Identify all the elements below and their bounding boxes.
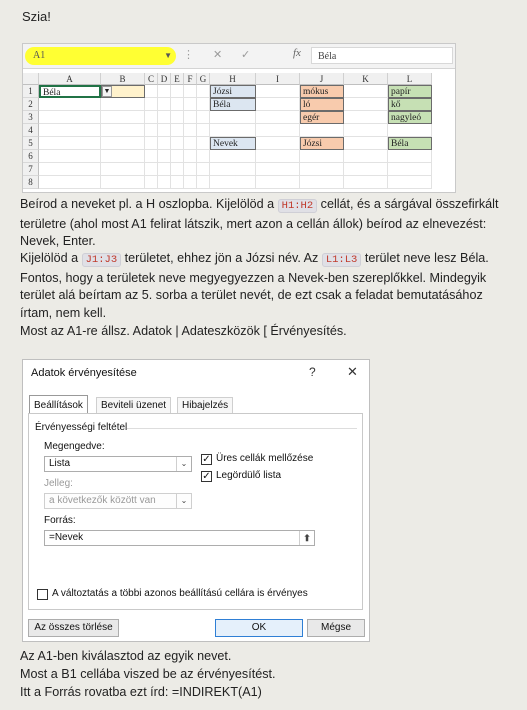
fx-icon[interactable]: fx [293, 47, 301, 59]
cell-d1[interactable] [158, 85, 171, 98]
cell-e7[interactable] [171, 163, 184, 176]
source-label: Forrás: [44, 515, 76, 526]
cell-h6[interactable] [210, 150, 256, 163]
cell-c8[interactable] [145, 176, 158, 189]
column-header-d[interactable]: D [158, 73, 171, 85]
cell-l6[interactable] [388, 150, 432, 163]
cell-c6[interactable] [145, 150, 158, 163]
dialog-title: Adatok érvényesítése [31, 367, 137, 379]
cancel-icon[interactable]: ✕ [213, 48, 223, 61]
cell-g7[interactable] [197, 163, 210, 176]
tab-error-alert[interactable]: Hibajelzés [177, 397, 233, 414]
cell-e2[interactable] [171, 98, 184, 111]
cancel-button[interactable]: Mégse [307, 619, 365, 637]
cell-d7[interactable] [158, 163, 171, 176]
row-header-8[interactable]: 8 [23, 176, 39, 189]
cell-h8[interactable] [210, 176, 256, 189]
cell-f6[interactable] [184, 150, 197, 163]
cell-i7[interactable] [256, 163, 300, 176]
cell-h5[interactable]: Nevek [210, 137, 256, 150]
cell-l5[interactable]: Béla [388, 137, 432, 150]
dropdown-checkbox[interactable]: ✓ [202, 471, 211, 482]
cell-c4[interactable] [145, 124, 158, 137]
cell-f2[interactable] [184, 98, 197, 111]
cell-e1[interactable] [171, 85, 184, 98]
cell-f5[interactable] [184, 137, 197, 150]
column-header-j[interactable]: J [300, 73, 344, 85]
cell-l8[interactable] [388, 176, 432, 189]
cell-k3[interactable] [344, 111, 388, 124]
row-header-1[interactable]: 1 [23, 85, 39, 98]
cell-k6[interactable] [344, 150, 388, 163]
ignore-blank-label: Üres cellák mellőzése [216, 453, 314, 464]
code-range: J1:J3 [82, 253, 122, 267]
column-header-a[interactable]: A [39, 73, 101, 85]
paragraph-3: Most az A1-re állsz. Adatok | Adateszközök [ Érvényesítés. [20, 324, 347, 338]
column-header-e[interactable]: E [171, 73, 184, 85]
column-header-b[interactable]: B [101, 73, 145, 85]
cell-d8[interactable] [158, 176, 171, 189]
text: Kijelölöd a [20, 251, 79, 265]
column-header-c[interactable]: C [145, 73, 158, 85]
cell-g4[interactable] [197, 124, 210, 137]
group-label: Érvényességi feltétel [35, 422, 128, 433]
cell-h3[interactable] [210, 111, 256, 124]
name-box[interactable]: A1 ▼ [25, 47, 176, 65]
row-header-7[interactable]: 7 [23, 163, 39, 176]
chevron-down-icon: ⌄ [176, 494, 191, 508]
cell-b5[interactable] [101, 137, 145, 150]
collapse-dialog-icon[interactable]: ⬆ [299, 531, 314, 545]
paragraph-2 [20, 250, 515, 322]
cell-i1[interactable] [256, 85, 300, 98]
cell-c1[interactable] [145, 85, 158, 98]
cell-f3[interactable] [184, 111, 197, 124]
cell-a6[interactable] [39, 150, 101, 163]
cell-g5[interactable] [197, 137, 210, 150]
cell-l7[interactable] [388, 163, 432, 176]
text: Beírod a neveket pl. a H oszlopba. Kijelölöd a [20, 197, 275, 211]
cell-i2[interactable] [256, 98, 300, 111]
cell-g2[interactable] [197, 98, 210, 111]
row-header-2[interactable]: 2 [23, 98, 39, 111]
cell-b8[interactable] [101, 176, 145, 189]
allow-label: Megengedve: [44, 441, 105, 452]
text: cellát, és a sárgával összefirkált területre (ahol most A1 felirat látszik, mert azon a cellán állok) beírod az elnevezést: Nevek, Enter. [20, 197, 499, 248]
data-label: Jelleg: [44, 478, 73, 489]
cell-c2[interactable] [145, 98, 158, 111]
cell-g8[interactable] [197, 176, 210, 189]
cell-g1[interactable] [197, 85, 210, 98]
cell-l4[interactable] [388, 124, 432, 137]
column-header-h[interactable]: H [210, 73, 256, 85]
cell-i4[interactable] [256, 124, 300, 137]
apply-all-checkbox[interactable] [37, 589, 48, 600]
more-icon: ⋮ [183, 48, 194, 61]
ignore-blank-checkbox[interactable]: ✓ [202, 454, 211, 465]
footer-line-1: Az A1-ben kiválasztod az egyik nevet. [20, 649, 232, 663]
data-validation-dialog [22, 359, 370, 642]
cell-a1[interactable]: Béla [39, 85, 101, 98]
cell-a3[interactable] [39, 111, 101, 124]
cell-j4[interactable] [300, 124, 344, 137]
row-header-6[interactable]: 6 [23, 150, 39, 163]
divider [127, 428, 357, 429]
row-header-5[interactable]: 5 [23, 137, 39, 150]
chevron-down-icon: ⌄ [176, 457, 191, 471]
dropdown-arrow-icon[interactable]: ▼ [103, 87, 111, 95]
cell-b2[interactable] [101, 98, 145, 111]
cell-k7[interactable] [344, 163, 388, 176]
cell-b7[interactable] [101, 163, 145, 176]
text: területet, ehhez jön a Józsi név. Az [124, 251, 319, 265]
source-input[interactable]: =Nevek ⬆ [44, 530, 315, 546]
cell-l3[interactable]: nagyleó [388, 111, 432, 124]
cell-j3[interactable]: egér [300, 111, 344, 124]
tab-settings[interactable]: Beállítások [29, 395, 88, 415]
cell-j8[interactable] [300, 176, 344, 189]
cell-f8[interactable] [184, 176, 197, 189]
cell-d6[interactable] [158, 150, 171, 163]
cell-d5[interactable] [158, 137, 171, 150]
cell-e5[interactable] [171, 137, 184, 150]
cell-j6[interactable] [300, 150, 344, 163]
cell-h1[interactable]: Józsi [210, 85, 256, 98]
cell-k4[interactable] [344, 124, 388, 137]
cell-c5[interactable] [145, 137, 158, 150]
data-select: a következők között van ⌄ [44, 493, 192, 509]
cell-f7[interactable] [184, 163, 197, 176]
cell-k5[interactable] [344, 137, 388, 150]
ok-button[interactable]: OK [215, 619, 303, 637]
cell-b6[interactable] [101, 150, 145, 163]
cell-l1[interactable]: papír [388, 85, 432, 98]
row-header-4[interactable]: 4 [23, 124, 39, 137]
cell-a5[interactable] [39, 137, 101, 150]
column-header-g[interactable]: G [197, 73, 210, 85]
cell-i6[interactable] [256, 150, 300, 163]
column-header-f[interactable]: F [184, 73, 197, 85]
cell-e8[interactable] [171, 176, 184, 189]
cell-k1[interactable] [344, 85, 388, 98]
cell-d3[interactable] [158, 111, 171, 124]
cell-h4[interactable] [210, 124, 256, 137]
cell-a4[interactable] [39, 124, 101, 137]
cell-f4[interactable] [184, 124, 197, 137]
cell-h2[interactable]: Béla [210, 98, 256, 111]
footer-line-2: Most a B1 cellába viszed be az érvényesítést. [20, 667, 276, 681]
cell-d4[interactable] [158, 124, 171, 137]
cell-e3[interactable] [171, 111, 184, 124]
cell-a2[interactable] [39, 98, 101, 111]
cell-i5[interactable] [256, 137, 300, 150]
cell-i8[interactable] [256, 176, 300, 189]
tab-input-message[interactable]: Beviteli üzenet [96, 397, 171, 414]
column-header-k[interactable]: K [344, 73, 388, 85]
cell-j7[interactable] [300, 163, 344, 176]
cell-g6[interactable] [197, 150, 210, 163]
close-icon[interactable]: ✕ [347, 364, 358, 379]
apply-all-label: A változtatás a többi azonos beállítású cellára is érvényes [52, 588, 308, 599]
cell-j5[interactable]: Józsi [300, 137, 344, 150]
cell-j2[interactable]: ló [300, 98, 344, 111]
cell-a8[interactable] [39, 176, 101, 189]
cell-f1[interactable] [184, 85, 197, 98]
cell-k2[interactable] [344, 98, 388, 111]
code-range: L1:L3 [322, 253, 362, 267]
formula-input[interactable]: Béla [311, 47, 453, 64]
select-all-corner[interactable] [23, 73, 39, 85]
cell-e4[interactable] [171, 124, 184, 137]
cell-c7[interactable] [145, 163, 158, 176]
cell-i3[interactable] [256, 111, 300, 124]
dropdown-label: Legördülő lista [216, 470, 282, 481]
cell-a7[interactable] [39, 163, 101, 176]
cell-k8[interactable] [344, 176, 388, 189]
clear-all-button[interactable]: Az összes törlése [28, 619, 119, 637]
cell-e6[interactable] [171, 150, 184, 163]
excel-screenshot [22, 43, 456, 193]
cell-l2[interactable]: kő [388, 98, 432, 111]
footer-line-3: Itt a Forrás rovatba ezt írd: =INDIREKT(A1) [20, 685, 262, 699]
text: terület neve lesz Béla. Fontos, hogy a területek neve megyegyezzen a Nevek-ben szereplőkkel. Mindegyik terület alá beírtam az 5. sorba a terület nevét, de ezt csak a feladat bemutatásához írtam, nem kell. [20, 251, 489, 320]
settings-panel [28, 413, 363, 610]
help-icon[interactable]: ? [309, 365, 316, 379]
cell-j1[interactable]: mókus [300, 85, 344, 98]
column-header-l[interactable]: L [388, 73, 432, 85]
cell-g3[interactable] [197, 111, 210, 124]
cell-b4[interactable] [101, 124, 145, 137]
greeting: Szia! [22, 9, 51, 24]
allow-select[interactable]: Lista ⌄ [44, 456, 192, 472]
cell-h7[interactable] [210, 163, 256, 176]
paragraph-1 [20, 196, 515, 251]
chevron-down-icon[interactable]: ▼ [164, 51, 172, 60]
cell-b3[interactable] [101, 111, 145, 124]
row-header-3[interactable]: 3 [23, 111, 39, 124]
column-header-i[interactable]: I [256, 73, 300, 85]
cell-c3[interactable] [145, 111, 158, 124]
check-icon[interactable]: ✓ [241, 48, 251, 61]
cell-d2[interactable] [158, 98, 171, 111]
code-range: H1:H2 [278, 199, 318, 213]
formula-bar [23, 44, 455, 69]
